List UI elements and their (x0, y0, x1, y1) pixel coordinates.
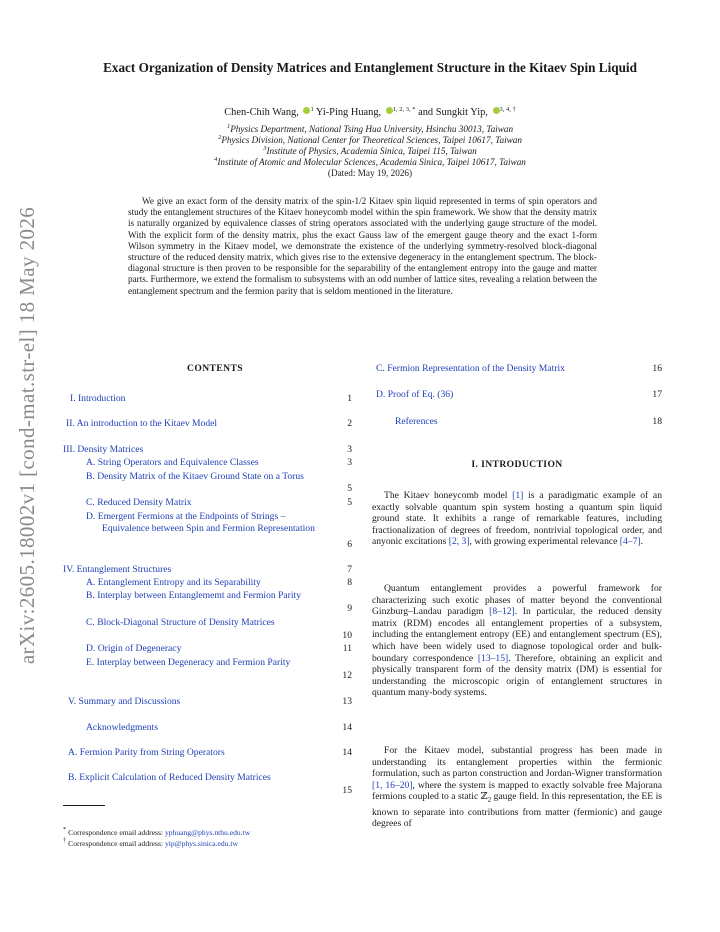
toc-entry-label[interactable]: B. Explicit Calculation of Reduced Density Matrices (68, 772, 271, 783)
author-list (70, 107, 670, 119)
intro-paragraph-2 (372, 583, 662, 699)
affiliation-list (70, 124, 670, 179)
toc-page-number: 16 (652, 363, 662, 374)
affiliation-num: 4 (214, 156, 218, 164)
toc-page-number: 13 (342, 696, 352, 707)
footnote-mark: † (63, 837, 67, 844)
paragraph-text: . Therefore, obtaining an explicit and physically transparent form of the density matrix (DM) is essential for understanding the microscopic origin of entanglement structures in quantum many-body systems. (372, 652, 663, 699)
subscript: 2 (487, 796, 492, 805)
affiliation-num: 1 (226, 123, 231, 130)
paragraph-text: . In particular, the reduced density matrix (RDM) encodes all entanglement properties of a subsystem, including the entanglement entropy (EE) and entanglement spectrum (ES), which have been widely used to diagnose topological order and bulk-boundary correspondence (372, 606, 662, 664)
author-affil-sup: 1, 2, 3, * (392, 106, 416, 113)
intro-paragraph-3 (372, 745, 662, 830)
toc-page-number: 15 (342, 785, 352, 796)
affiliation-num: 3 (263, 145, 267, 153)
toc-entry-summary[interactable] (68, 696, 328, 708)
toc-entry-label[interactable]: D. Origin of Degeneracy (86, 643, 182, 654)
paragraph-text: The Kitaev honeycomb model (384, 490, 508, 501)
toc-entry-origin-degeneracy[interactable] (86, 643, 326, 655)
toc-page-number: 2 (347, 418, 352, 429)
footnote-correspondence (63, 839, 238, 848)
toc-entry-kitaev-model[interactable] (66, 418, 330, 430)
toc-heading: CONTENTS (187, 363, 243, 374)
toc-page-number: 14 (342, 747, 352, 758)
author-join: and (418, 107, 434, 118)
paragraph-text: For the Kitaev model, substantial progress has been made in understanding its entanglement properties within the fermionic formulation, such as parton construction and Jordan-Wigner transformation (372, 745, 662, 780)
toc-page-number: 6 (347, 539, 352, 550)
toc-entry-appendix-d[interactable] (376, 389, 626, 401)
toc-entry-entanglement-fermion-parity[interactable] (86, 590, 306, 602)
toc-entry-label[interactable]: C. Block-Diagonal Structure of Density Matrices (86, 617, 275, 628)
toc-page-number: 12 (342, 670, 352, 681)
toc-entry-label[interactable]: References (395, 416, 438, 427)
toc-entry-ground-state-torus[interactable] (86, 471, 331, 483)
toc-page-number: 1 (347, 393, 352, 404)
toc-entry-label[interactable]: I. Introduction (70, 393, 126, 404)
author-affil-sup: 3, 4, † (499, 106, 516, 113)
toc-page-number: 3 (347, 444, 352, 455)
affiliation-text: Institute of Atomic and Molecular Sciences, Academia Sinica, Taipei 10617, Taiwan (217, 157, 526, 168)
abstract: We give an exact form of the density matrix of the spin-1/2 Kitaev spin liquid represented in terms of spin operators and study the entanglement structures of the Kitaev honeycomb model within the spin framework. We show that the density matrix is naturally organized by equivalence classes of string operators associated with the underlying gauge structure of the model. With the explicit form of the density matrix, plus the exact Gauss law of the emergent gauge theory and the exact 1-form Wilson symmetry in the Kitaev model, we demonstrate the existence of the underlying symmetry-resolved block-diagonal structure of the reduced density matrix, which gives rise to the extensive degeneracy in the entanglement spectrum. The block-diagonal structure is then proven to be responsible for the separability of the entanglement entropy into the gauge and matter parts. Furthermore, we extend the formalism to subsystems with an odd number of lattice sites, revealing a relation between the entanglement spectrum and the fermion parity that is seldom mentioned in the literature. (128, 196, 597, 296)
toc-entry-label[interactable]: II. An introduction to the Kitaev Model (66, 418, 218, 429)
citation-link[interactable]: [1, 16–20] (372, 779, 413, 791)
toc-entry-emergent-fermions[interactable] (86, 511, 316, 534)
citation-link[interactable]: [2, 3] (448, 536, 470, 548)
toc-entry-label[interactable]: B. Interplay between Entanglememt and Fermion Parity (86, 590, 302, 601)
email-link[interactable]: yip@phys.sinica.edu.tw (164, 839, 238, 848)
toc-entry-block-diagonal[interactable] (86, 617, 306, 629)
orcid-icon[interactable] (386, 107, 393, 114)
paper-title: Exact Organization of Density Matrices and Entanglement Structure in the Kitaev Spin Liquid (103, 60, 637, 75)
toc-page-number: 3 (347, 457, 352, 468)
author-name[interactable]: Sungkit Yip, (435, 107, 488, 118)
toc-page-number: 14 (342, 722, 352, 733)
toc-entry-references[interactable] (395, 416, 595, 428)
affiliation-text: Physics Division, National Center for Theoretical Sciences, Taipei 10617, Taiwan (221, 135, 522, 146)
toc-entry-label[interactable]: B. Density Matrix of the Kitaev Ground State on a Torus (86, 471, 304, 482)
toc-entry-label[interactable]: A. String Operators and Equivalence Classes (86, 457, 259, 468)
citation-link[interactable]: [4–7] (619, 536, 641, 548)
paragraph-text: , where the system is mapped to exactly solvable free Majorana fermions coupled to a static ℤ (372, 779, 662, 803)
toc-entry-label[interactable]: IV. Entanglement Structures (63, 564, 172, 575)
toc-page-number: 17 (652, 389, 662, 400)
toc-entry-label[interactable]: Acknowledgments (86, 722, 158, 733)
dated-line: (Dated: May 19, 2026) (327, 168, 413, 179)
toc-entry-string-operators[interactable] (86, 457, 326, 469)
section-heading-introduction: I. INTRODUCTION (471, 459, 563, 470)
footnote-correspondence (63, 828, 250, 837)
affiliation (70, 135, 670, 146)
toc-entry-entanglement-structures[interactable] (63, 564, 323, 576)
intro-paragraph-1 (372, 490, 662, 548)
footnote-mark: * (63, 826, 67, 833)
citation-link[interactable]: [1] (512, 490, 524, 501)
paragraph-text: . (640, 536, 643, 548)
toc-entry-label[interactable]: D. Proof of Eq. (36) (376, 389, 454, 400)
arxiv-identifier-text: arXiv:2605.18002v1 [cond-mat.str-el] 18 May 2026 (15, 206, 40, 664)
toc-page-number: 9 (347, 603, 352, 614)
toc-page-number: 11 (342, 643, 352, 654)
toc-page-number: 5 (347, 483, 352, 494)
toc-entry-label[interactable]: D. Emergent Fermions at the Endpoints of Strings – Equivalence between Spin and Fermion Representation (86, 511, 315, 534)
footnote-text: Correspondence email address: (68, 839, 164, 848)
footnote-rule (63, 805, 105, 806)
author-name[interactable]: Yi-Ping Huang, (315, 107, 382, 118)
email-link[interactable]: yphuang@phys.nthu.edu.tw (164, 828, 251, 837)
citation-link[interactable]: [13–15] (477, 652, 509, 664)
affiliation (70, 124, 670, 135)
toc-entry-entanglement-entropy[interactable] (86, 577, 326, 589)
toc-entry-reduced-density-matrix[interactable] (86, 497, 326, 509)
toc-entry-degeneracy-fermion-parity[interactable] (86, 657, 334, 669)
author-affil-sup: 1 (310, 106, 314, 113)
toc-entry-acknowledgments[interactable] (86, 722, 326, 734)
affiliation-text: Physics Department, National Tsing Hua University, Hsinchu 30013, Taiwan (230, 124, 514, 134)
toc-entry-label[interactable]: A. Entanglement Entropy and its Separability (86, 577, 261, 588)
paragraph-text: is a paradigmatic example of an exactly solvable quantum spin system hosting a quantum spin liquid ground state. It exhibits a range of remarkable features, including fractionalization of degrees of freedom, nontrivial topological order, and anyonic excitations (372, 490, 662, 548)
affiliation-text: Institute of Physics, Academia Sinica, Taipei 115, Taiwan (266, 146, 477, 157)
paragraph-text: , with growing experimental relevance (469, 536, 618, 548)
toc-entry-introduction[interactable] (70, 393, 330, 405)
paragraph-text: Quantum entanglement provides a powerful framework for characterizing such exotic phases of matter beyond the conventional Ginzburg–Landau paradigm (372, 583, 662, 618)
toc-page-number: 8 (347, 577, 352, 588)
toc-entry-label[interactable]: A. Fermion Parity from String Operators (68, 747, 225, 758)
affiliation-num: 2 (218, 134, 222, 142)
toc-entry-label[interactable]: V. Summary and Discussions (68, 696, 181, 707)
citation-link[interactable]: [8–12] (489, 606, 515, 618)
footnote-text: Correspondence email address: (68, 828, 164, 837)
toc-entry-label[interactable]: C. Fermion Representation of the Density Matrix (376, 363, 565, 374)
toc-entry-label[interactable]: III. Density Matrices (63, 444, 144, 455)
paragraph-text: gauge field. In this representation, the EE is known to separate into contributions from matter (fermionic) and gauge degrees of (372, 791, 662, 830)
toc-page-number: 18 (652, 416, 662, 427)
toc-entry-appendix-b[interactable] (68, 772, 303, 784)
toc-page-number: 5 (347, 497, 352, 508)
toc-entry-appendix-c[interactable] (376, 363, 646, 375)
toc-entry-density-matrices[interactable] (63, 444, 323, 456)
affiliation (70, 146, 670, 157)
toc-page-number: 10 (342, 630, 352, 641)
toc-page-number: 7 (347, 564, 352, 575)
affiliation (70, 157, 670, 168)
toc-entry-appendix-a[interactable] (68, 747, 328, 759)
toc-entry-label[interactable]: C. Reduced Density Matrix (86, 497, 192, 508)
orcid-icon[interactable] (493, 107, 500, 114)
arxiv-identifier-stamp (10, 165, 46, 705)
toc-entry-label[interactable]: E. Interplay between Degeneracy and Fermion Parity (86, 657, 291, 668)
author-name[interactable]: Chen-Chih Wang, (224, 107, 299, 118)
